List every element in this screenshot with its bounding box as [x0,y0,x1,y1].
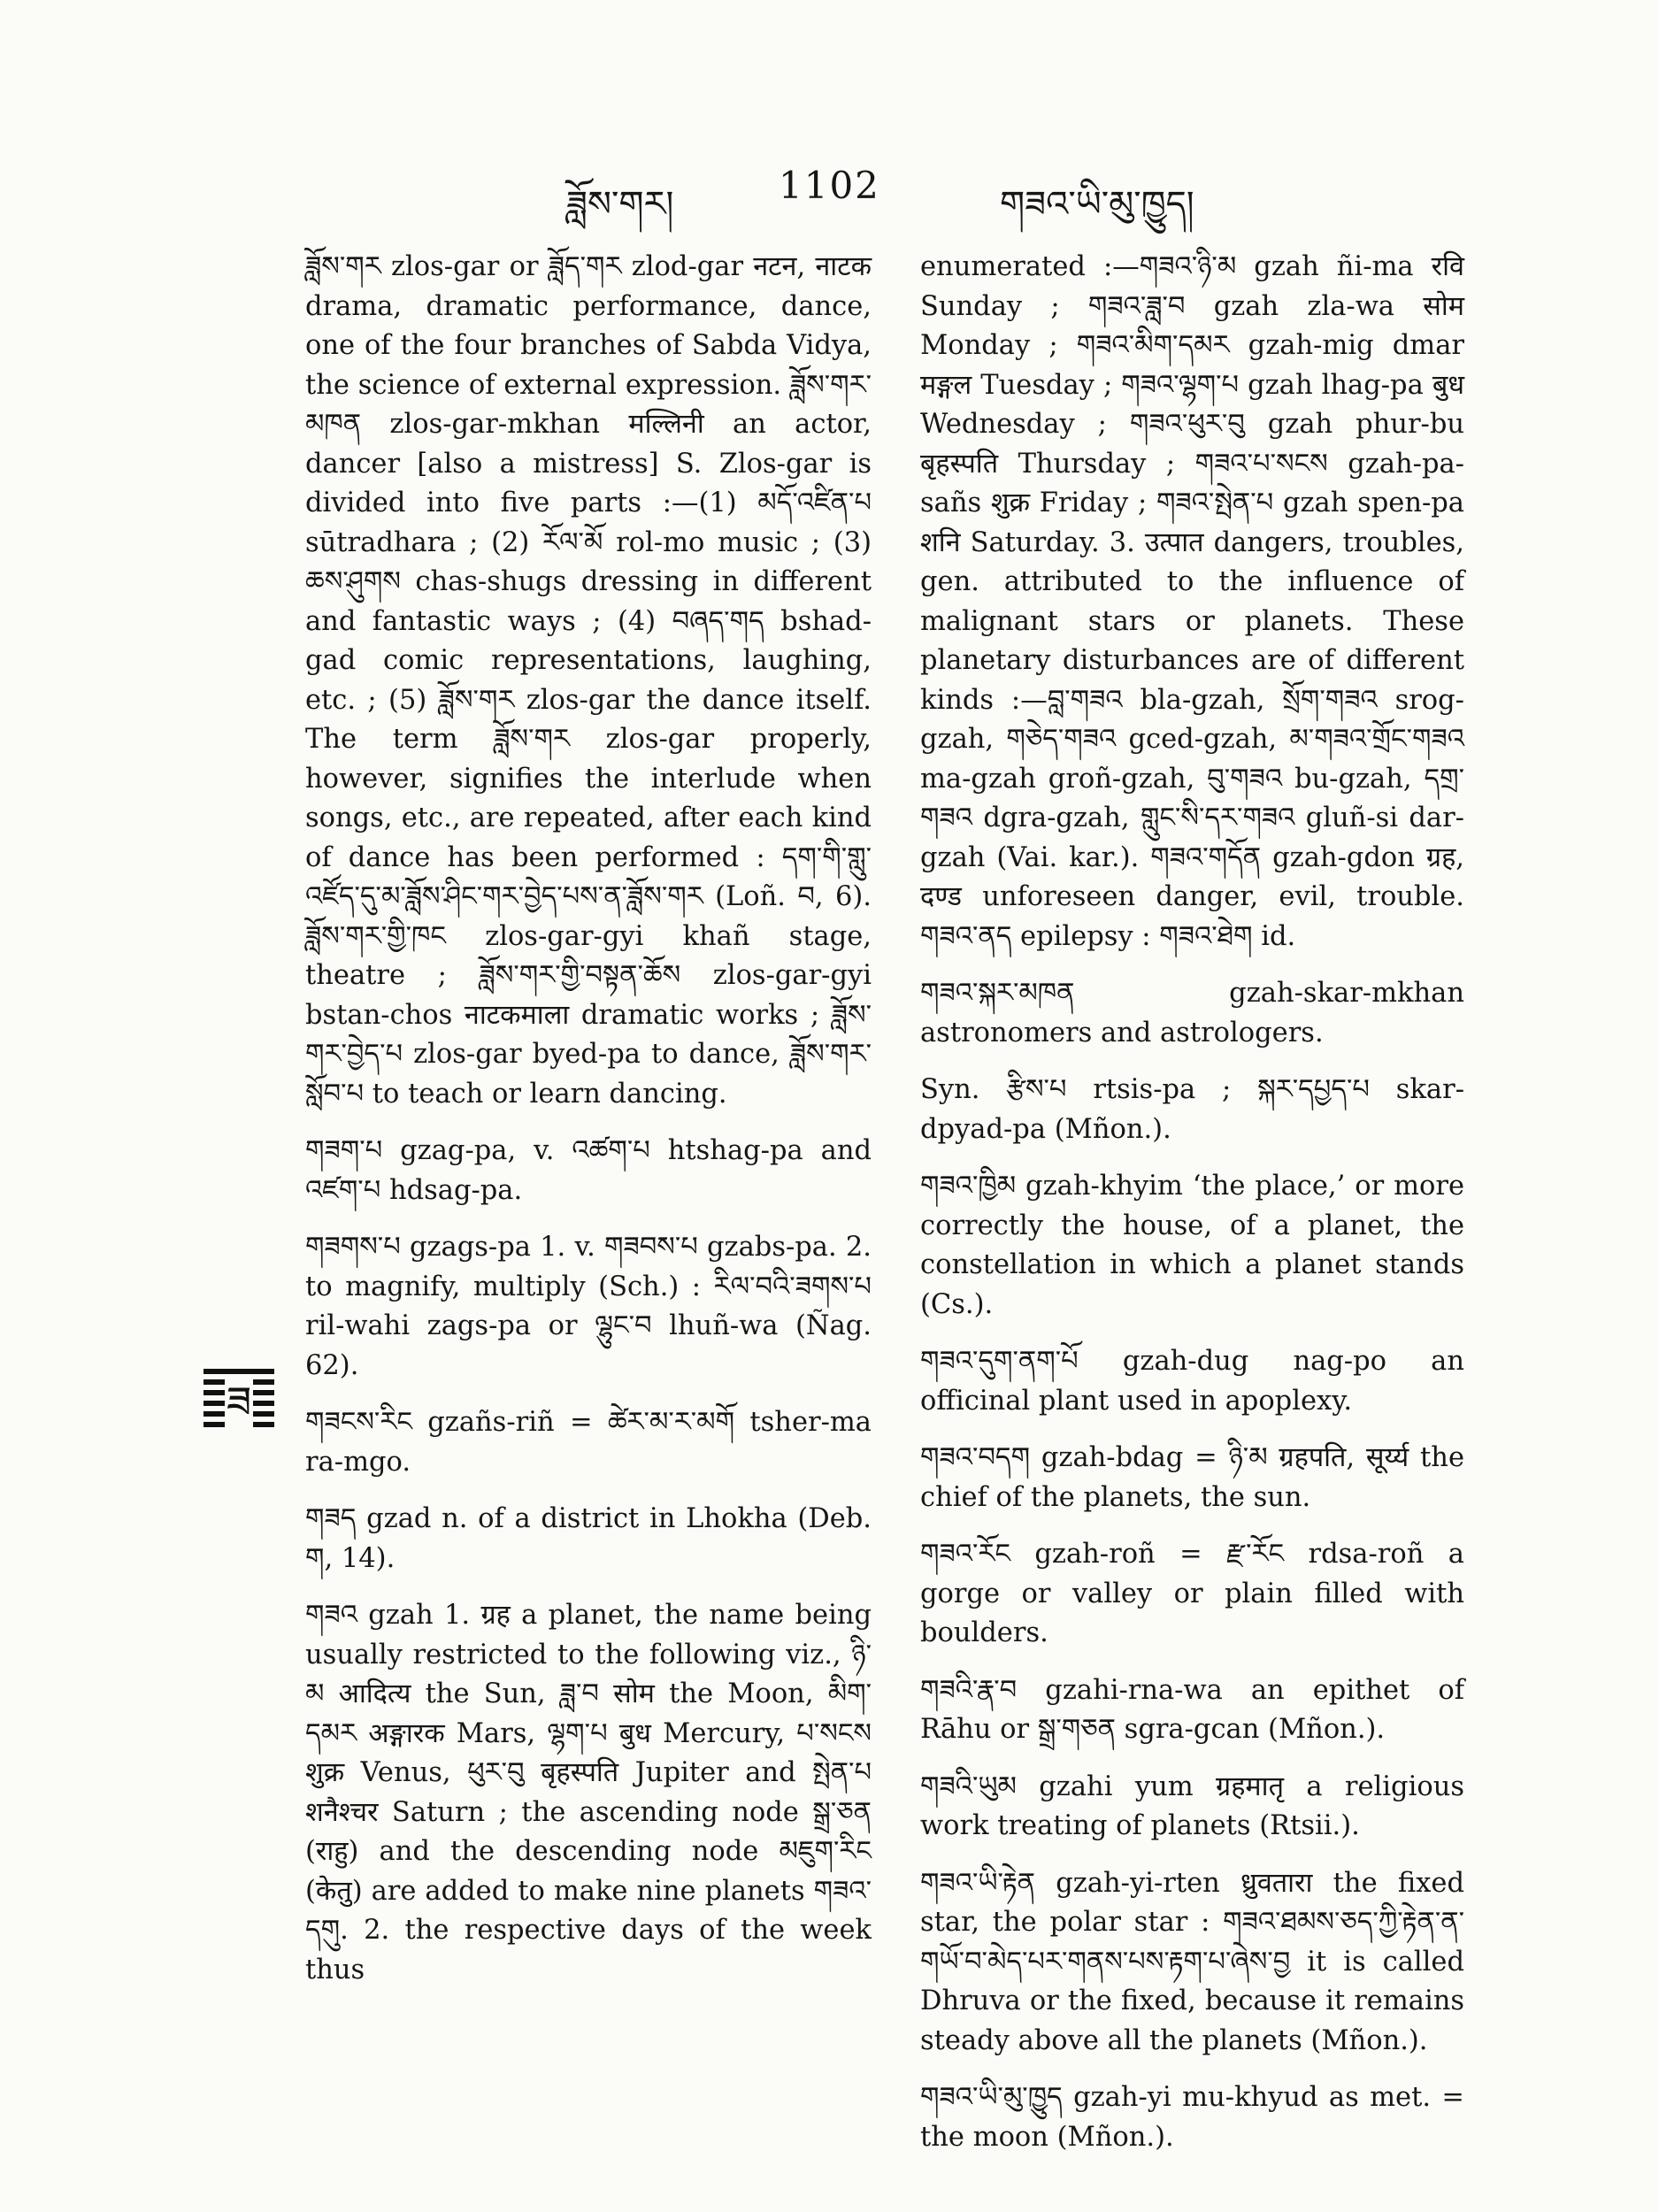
entry-text: གཟའ་ཡི་མུ་ཁྱུད gzah-yi mu-khyud as met. = the moon (Mñon.). [920,2082,1464,2153]
entry-text: གཟའི་རྣ་བ gzahi-rna-wa an epithet of Rāhu or སྒྲ་གཅན sgra-gcan (Mñon.). [920,1674,1464,1745]
entry-gzah [305,1596,872,1990]
entry-text: Syn. རྩིས་པ rtsis-pa ; སྐར་དཔྱད་པ skar-dpyad-pa (Mñon.). [920,1074,1464,1145]
page-number: 1102 [779,164,880,207]
letter-section-marker-icon [204,1367,274,1438]
entry-text: གཟའ་ཁྱིམ gzah-khyim ‘the place,’ or more correctly the house, of a planet, the constellation in which a planet stands (Cs.). [920,1171,1464,1320]
entry-gzah-bdag [920,1439,1464,1517]
entry-text: གཟངས་རིང gzañs-riñ = ཚེར་མ་ར་མགོ tsher-ma ra-mgo. [305,1407,872,1478]
page-header [0,164,1659,225]
header-left-guideword: ཟློས་གར། [566,184,674,225]
entry-text: གཟའ་སྐར་མཁན gzah-skar-mkhan astronomers and astrologers. [920,978,1464,1048]
entry-text: གཟའ gzah 1. ग्रह a planet, the name being usually restricted to the following viz., ཉི་མ आदित्य the Sun, ཟླ་བ सोम the Moon, མིག་དམར अङ्गारक Mars, ལྷག་པ बुध Mercury, པ་སངས शुक्र Venus, ཕུར་བུ बृहस्पति Jupiter and སྤེན་པ शनैश्चर Saturn ; the ascending node སྒྲ་ཅན (राहु) and the descending node མཇུག་རིང (केतु) are added to make nine planets གཟའ་དགུ. 2. the respective days of the week thus [305,1600,872,1985]
entry-text: གཟགས་པ gzags-pa 1. v. གཟབས་པ gzabs-pa. 2. to magnify, multiply (Sch.) : རིལ་བའི་ཟགས་པ ril-wahi zags-pa or ལྷུང་བ lhuñ-wa (Ñag. 62). [305,1232,872,1381]
entry-gzah-continued [920,248,1464,956]
entry-gzahi-yum [920,1768,1464,1847]
entry-gzad [305,1500,872,1578]
entry-text: གཟའི་ཡུམ gzahi yum ग्रहमातृ a religious work treating of planets (Rtsii.). [920,1770,1464,1841]
entry-synonyms [920,1071,1464,1149]
entry-gzah-yi-mu-khyud [920,2078,1464,2157]
entry-gzans-rin [305,1403,872,1482]
entry-text: ཟློས་གར zlos-gar or ཟློད་གར zlod-gar नटन, नाटक drama, dramatic performance, dance, one of the four branches of Sabda Vidya, the science of external expression. ཟློས་གར་མཁན zlos-gar-mkhan मल्लिनी an actor, dancer [also a mistress] S. Zlos-gar is divided into five parts :—(1) མདོ་འཛིན་པ sūtradhara ; (2) རོལ་མོ rol-mo music ; (3) ཆས་ཤུགས chas-shugs dressing in different and fantastic ways ; (4) བཞད་གད bshad-gad comic representations, laughing, etc. ; (5) ཟློས་གར zlos-gar the dance itself. The term ཟློས་གར zlos-gar properly, however, signifies the interlude when songs, etc., are repeated, after each kind of dance has been performed : དག་གི་གླུ་འཛོད་དུ་མ་ཟློས་ཤིང་གར་བྱེད་པས་ན་ཟློས་གར (Loñ. བ, 6). ཟློས་གར་གྱི་ཁང zlos-gar-gyi khañ stage, theatre ; ཟློས་གར་གྱི་བསྟན་ཆོས zlos-gar-gyi bstan-chos नाटकमाला dramatic works ; ཟློས་གར་བྱེད་པ zlos-gar byed-pa to dance, ཟློས་གར་སློབ་པ to teach or learn dancing. [305,251,872,1110]
header-right-guideword: གཟའ་ཡི་མུ་ཁྱུད། [1000,184,1194,225]
entry-text: གཟད gzad n. of a district in Lhokha (Deb. ག, 14). [305,1503,872,1574]
entry-gzah-ron [920,1535,1464,1654]
entry-text: གཟའ་རོང gzah-roñ = རྫ་རོང rdsa-roñ a gorge or valley or plain filled with boulders. [920,1539,1464,1648]
entry-gzah-skar-mkhan [920,974,1464,1053]
entry-gzag-pa [305,1132,872,1210]
entry-text: གཟའ་བདག gzah-bdag = ཉི་མ ग्रहपति, सूर्य्य the chief of the planets, the sun. [920,1442,1464,1513]
entry-text: གཟག་པ gzag-pa, v. འཚག་པ htshag-pa and འཛག་པ hdsag-pa. [305,1135,872,1206]
entry-gzah-yi-rten [920,1864,1464,2062]
svg-text:ཟ: ཟ [226,1378,252,1427]
right-column [920,248,1464,2175]
entry-gzah-khyim [920,1167,1464,1325]
entry-text: གཟའ་ཡི་རྟེན gzah-yi-rten ध्रुवतारा the fixed star, the polar star : གཟའ་ཐམས་ཅད་ཀྱི་རྟེན་ན་གཡོ་བ་མེད་པར་གནས་པས་རྟག་པ་ཞེས་བྱ it is called Dhruva or the fixed, because it remains steady above all the planets (Mñon.). [920,1867,1464,2056]
entry-gzahi-rna-wa [920,1671,1464,1750]
entry-text: གཟའ་དུག་ནག་པོ gzah-dug nag-po an officinal plant used in apoplexy. [920,1346,1464,1417]
left-column [305,248,872,2008]
entry-gzah-dug [920,1342,1464,1421]
entry-text: enumerated :—གཟའ་ཉི་མ gzah ñi-ma रवि Sunday ; གཟའ་ཟླ་བ gzah zla-wa सोम Monday ; གཟའ་མིག་དམར gzah-mig dmar मङ्गल Tuesday ; གཟའ་ལྷག་པ gzah lhag-pa बुध Wednesday ; གཟའ་ཕུར་བུ gzah phur-bu बृहस्पति Thursday ; གཟའ་པ་སངས gzah-pa-sañs शुक्र Friday ; གཟའ་སྤེན་པ gzah spen-pa शनि Saturday. 3. उत्पात dangers, troubles, gen. attributed to the influence of malignant stars or planets. These planetary disturbances are of different kinds :—བླ་གཟའ bla-gzah, སྲོག་གཟའ srog-gzah, གཅེད་གཟའ gced-gzah, མ་གཟའ་གྲོང་གཟའ ma-gzah groñ-gzah, བུ་གཟའ bu-gzah, དགྲ་གཟའ dgra-gzah, གླུང་སི་དར་གཟའ gluñ-si dar-gzah (Vai. kar.). གཟའ་གདོན gzah-gdon ग्रह, दण्ड unforeseen danger, evil, trouble. གཟའ་ནད epilepsy : གཟའ་ཐེག id. [920,251,1464,952]
entry-zlos-gar [305,248,872,1114]
entry-gzags-pa [305,1228,872,1386]
